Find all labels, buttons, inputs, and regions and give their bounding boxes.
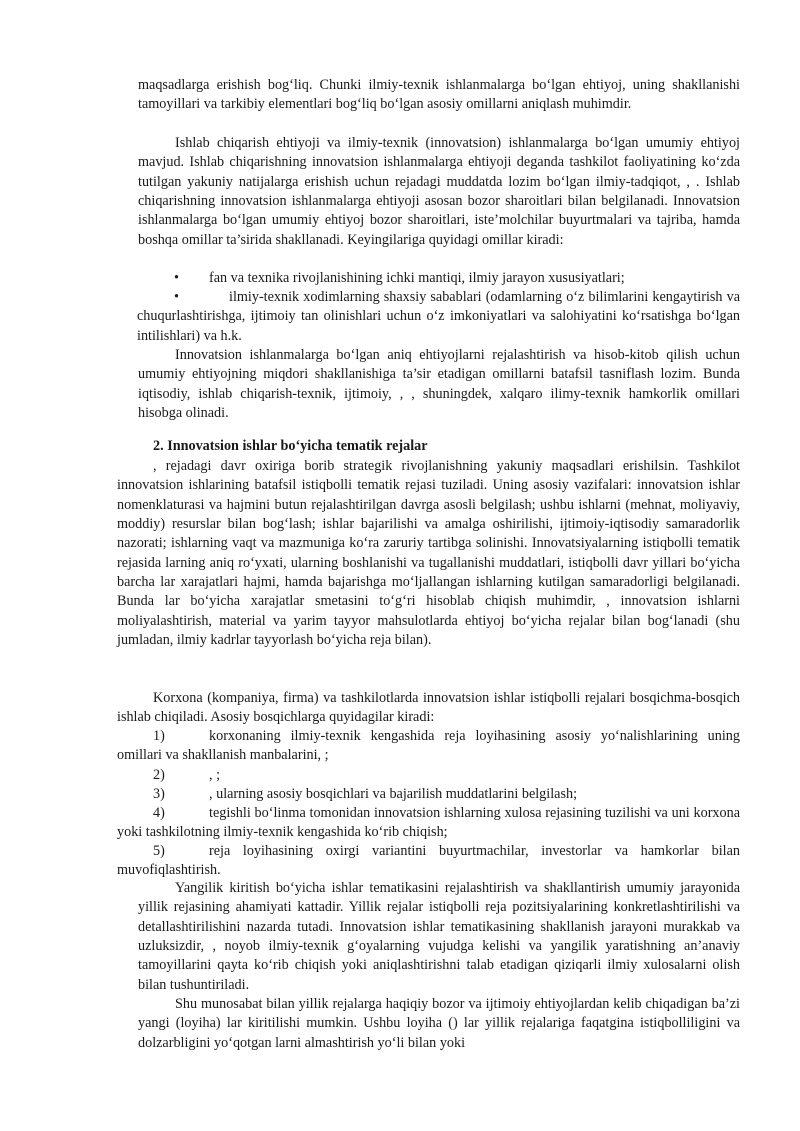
bullet-item <box>117 288 740 346</box>
paragraph-stages: Korxona (kompaniya, firma) va tashkilotlarda innovatsion ishlar istiqbolli rejalari bosqichma-bosqich ishlab chiqiladi. Asosiy bosqichlarga quyidagilar kiradi: <box>117 690 740 726</box>
item-number: 3) <box>153 786 165 802</box>
item-text: , ; <box>209 767 221 783</box>
item-number: 5) <box>153 843 165 859</box>
bullet-text: ilmiy-texnik xodimlarning shaxsiy sabablari (odamlarning o‘z bilimlarini kengaytirish va chuqurlashtirishga, ijtimoiy tan olinishlari uchun o‘z imkoniyatlari va salohiyatini ko‘rsatishga bo‘lgan intilishlari) va h.k. <box>137 289 740 344</box>
numbered-item <box>117 785 740 804</box>
numbered-item <box>117 766 740 785</box>
paragraph-intro: maqsadlarga erishish bog‘liq. Chunki ilmiy-texnik ishlanmalarga bo‘lgan ehtiyoj, uning shakllanishi tamoyillari va tarkibiy elementlari bog‘liq bo‘lgan asosiy omillarni aniqlash muhimdir. <box>138 77 740 113</box>
item-text: tegishli bo‘linma tomonidan innovatsion ishlarning xulosa rejasining tuzilishi va uni korxona yoki tashkilotning ilmiy-texnik kengashida ko‘rib chiqish; <box>117 805 740 841</box>
paragraph-classification: Innovatsion ishlanmalarga bo‘lgan aniq ehtiyojlarni rejalashtirish va hisob-kitob qilish uchun umumiy ehtiyojning miqdori shakllanishiga ta’sir etadigan omillarni batafsil tasniflash lozim. Bunda iqtisodiy, ishlab chiqarish-texnik, ijtimoiy, , , shuningdek, xalqaro ilimy-texnik hamkorlik omillari hisobga olinadi. <box>138 347 740 422</box>
paragraph-annual-plan: Yangilik kiritish bo‘yicha ishlar tematikasini rejalashtirish va shakllantirish umumiy jarayonida yillik rejasining ahamiyati kattadir. Yillik rejalar istiqbolli reja pozitsiyalarining konkretlashtirilishi va detallashtirilishini nazarda tutadi. Innovatsion ishlar tematikasining shakllanish jarayoni murakkab va uzluksizdir, , noyob ilmiy-texnik g‘oyalarning vujudga kelishi va yangilik yaratishning an’anaviy tamoyillarini qayta ko‘rib chiqish yoki aniqlashtirishni talab etadigan qiziqarli ilmiy xulosalarni olish bilan tushuntiriladi. <box>138 880 740 993</box>
section-heading: 2. Innovatsion ishlar bo‘yicha tematik rejalar <box>153 438 428 454</box>
item-number: 1) <box>153 728 165 744</box>
paragraph-new-projects: Shu munosabat bilan yillik rejalarga haqiqiy bozor va ijtimoiy ehtiyojlardan kelib chiqadigan ba’zi yangi (loyiha) lar kiritilishi mumkin. Ushbu loyiha () lar yillik rejalariga faqatgina istiqbolliligini va dolzarbligini yo‘qotgan larni almashtirish yo‘li bilan yoki <box>138 996 740 1051</box>
item-number: 2) <box>153 767 165 783</box>
item-text: , ularning asosiy bosqichlari va bajarilish muddatlarini belgilash; <box>209 786 578 802</box>
bullet-item <box>117 269 740 288</box>
numbered-item <box>117 727 740 766</box>
item-text: korxonaning ilmiy-texnik kengashida reja loyihasining asosiy yo‘nalishlarining uning omillari va shakllanish manbalarini, ; <box>117 728 740 764</box>
paragraph-thematic-plan: , rejadagi davr oxiriga borib strategik rivojlanishning yakuniy maqsadlari erishilsin. Tashkilot innovatsion ishlarining batafsil istiqbolli tematik rejasi tuziladi. Uning asosiy vazifalari: innovatsion ishlar nomenklaturasi va hajmini butun rejalashtirilgan davrga asosli belgilash; ushbu ishlarni (mehnat, moliyaviy, moddiy) resurslar bilan bog‘lash; ishlar bajarilishi va amalga oshirilishi, ijtimoiy-iqtisodiy samaradorlik nazorati; ishlarning vaqt va mazmuniga ko‘ra zaruriy tartibga solinishi. Innovatsiyalarning istiqbolli tematik rejasida larning aniq ro‘yxati, ularning boshlanishi va tugallanishi muddatlari, istiqbolli davr yillari bo‘yicha barcha lar xarajatlari hajmi, hamda bajarishga mo‘ljallangan ishlarning kutilgan samaradorligi belgilanadi. Bunda lar bo‘yicha xarajatlar smetasini to‘g‘ri hisoblab chiqish muhimdir, , innovatsion ishlarni moliyalashtirish, material va yarim tayyor mahsulotlarda ehtiyoj bo‘yicha rejalar bilan bog‘lanadi (shu jumladan, ilmiy kadrlar tayyorlash bo‘yicha reja bilan). <box>117 458 740 649</box>
item-number: 4) <box>153 805 165 821</box>
item-text: reja loyihasining oxirgi variantini buyurtmachilar, investorlar va hamkorlar bilan muvofiqlashtirish. <box>117 843 740 879</box>
bullet-marker: • <box>174 289 179 305</box>
bullet-text: fan va texnika rivojlanishining ichki mantiqi, ilmiy jarayon xususiyatlari; <box>209 270 625 286</box>
paragraph-needs: Ishlab chiqarish ehtiyoji va ilmiy-texnik (innovatsion) ishlanmalarga bo‘lgan umumiy ehtiyoj mavjud. Ishlab chiqarishning innovatsion ishlanmalarga ehtiyoji deganda tashkilot faoliyatining ko‘zda tutilgan yakuniy natijalarga erishish uchun rejadagi muddatda lozim bo‘lgan ilmiy-tadqiqot, , . Ishlab chiqarishning innovatsion ishlanmalarga ehtiyoji asosan bozor sharoitlari bilan belgilanadi. Innovatsion ishlanmalarga bo‘lgan umumiy ehtiyoj bozor sharoitlari, iste’molchilar buyurtmalari va tajriba, hamda boshqa omillar ta’sirida shakllanadi. Keyingilariga quyidagi omillar kiradi: <box>138 135 740 248</box>
numbered-item <box>117 842 740 881</box>
numbered-item <box>117 804 740 843</box>
bullet-marker: • <box>174 270 179 286</box>
